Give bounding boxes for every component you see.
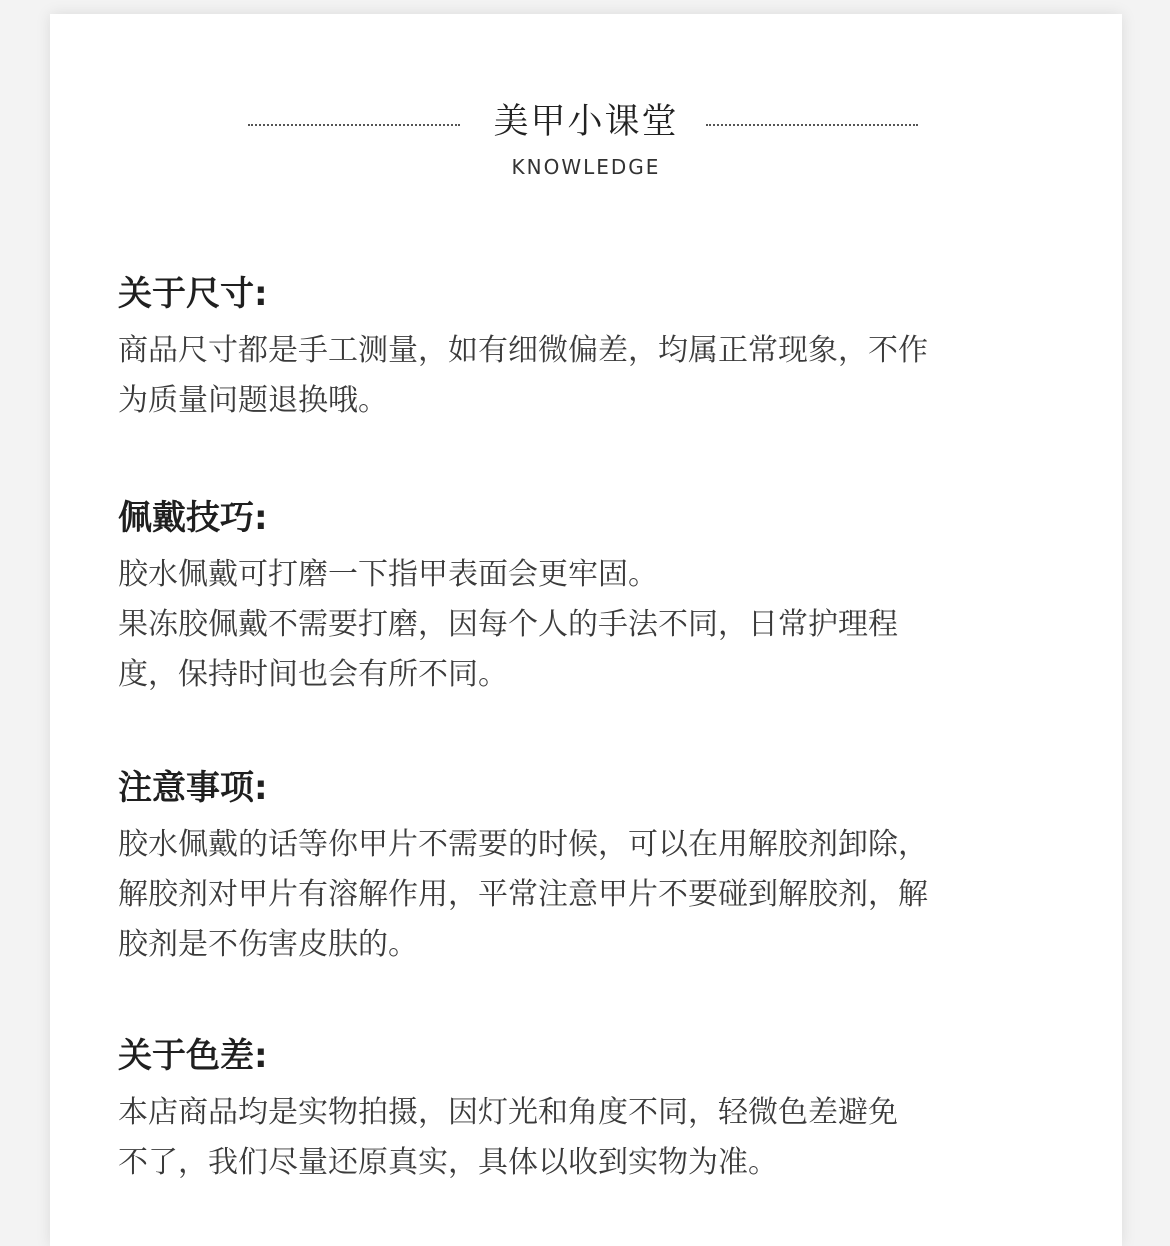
section-body [118, 550, 1098, 700]
section-line: 为质量问题退换哦。 [118, 383, 388, 418]
section-line: 胶剂是不伤害皮肤的。 [118, 927, 418, 962]
section-wearing-tips [118, 496, 1098, 700]
section-line: 度，保持时间也会有所不同。 [118, 657, 508, 692]
section-heading: 关于尺寸: [118, 274, 268, 314]
section-line: 不了，我们尽量还原真实，具体以收到实物为准。 [118, 1145, 778, 1180]
knowledge-card [50, 14, 1122, 1246]
dotted-divider-right [706, 124, 918, 126]
section-size [118, 272, 1098, 426]
section-line: 胶水佩戴的话等你甲片不需要的时候，可以在用解胶剂卸除， [118, 827, 928, 862]
section-header [50, 98, 1122, 198]
section-heading: 注意事项: [118, 768, 268, 808]
section-body [118, 820, 1098, 970]
section-line: 解胶剂对甲片有溶解作用，平常注意甲片不要碰到解胶剂，解 [118, 877, 928, 912]
section-line: 果冻胶佩戴不需要打磨，因每个人的手法不同，日常护理程 [118, 607, 898, 642]
page-title: 美甲小课堂 [493, 102, 679, 142]
section-body [118, 1088, 1098, 1188]
section-heading: 关于色差: [118, 1036, 268, 1076]
section-line: 本店商品均是实物拍摄，因灯光和角度不同，轻微色差避免 [118, 1095, 898, 1130]
section-heading: 佩戴技巧: [118, 498, 268, 538]
section-color-difference [118, 1034, 1098, 1188]
section-line: 胶水佩戴可打磨一下指甲表面会更牢固。 [118, 557, 658, 592]
section-body [118, 326, 1098, 426]
page-subtitle: KNOWLEDGE [511, 155, 661, 179]
section-precautions [118, 766, 1098, 970]
section-line: 商品尺寸都是手工测量，如有细微偏差，均属正常现象，不作 [118, 333, 928, 368]
